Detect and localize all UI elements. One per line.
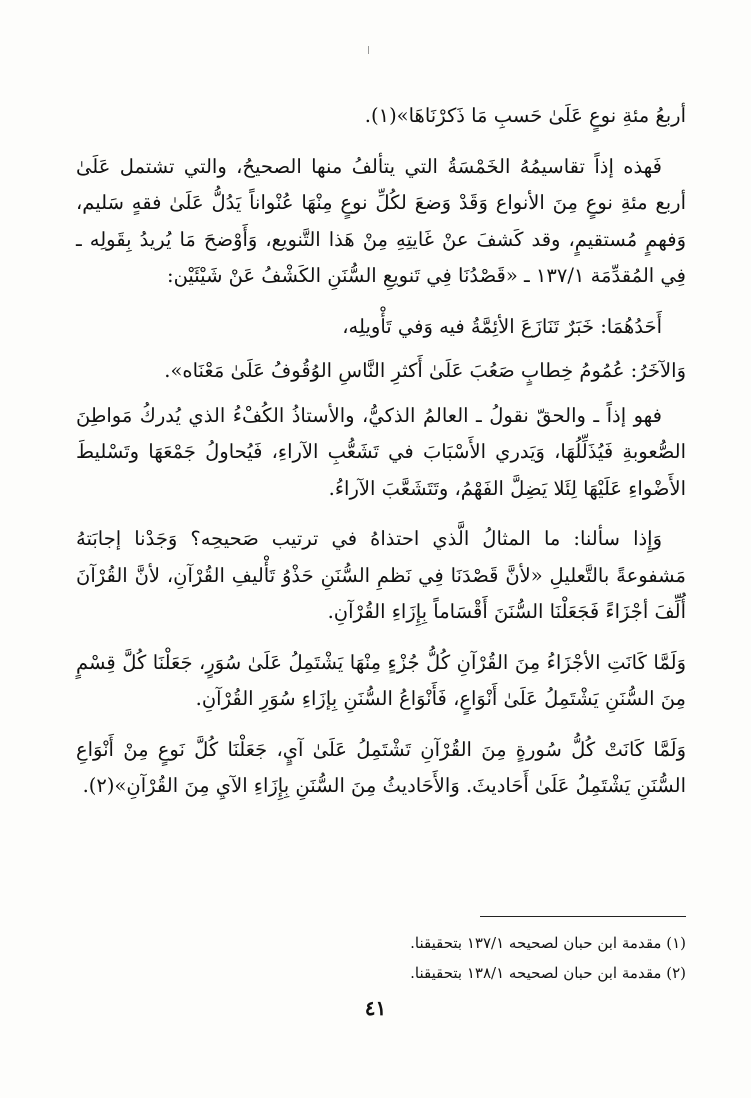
footnotes xyxy=(76,928,686,988)
scan-mark xyxy=(368,46,369,54)
paragraph-3: أَحَدُهُمَا: خَبَرٌ تَنَازَعَ الأئِمَّةُ فيه وَفي تَأْويلِه، xyxy=(342,314,662,338)
paragraph-8: وَلَمَّا كَانَتْ كُلُّ سُورةٍ مِنَ القُرْآنِ تَشْتَمِلُ عَلَىٰ آيٍ، جَعَلْنَا كُلَّ نَوعٍ مِنْ أَنْوَاعِ السُّنَنِ يَشْتَمِلُ عَلَىٰ أَحَاديثَ. وَالأَحَاديثُ مِنَ السُّنَنِ بِإِزَاءِ الآيِ مِنَ القُرْآنِ»(٢). xyxy=(76,737,686,797)
paragraph-4: وَالآخَرُ: عُمُومُ خِطابٍ صَعُبَ عَلَىٰ أَكثرِ النَّاسِ الوُقُوفُ عَلَىٰ مَعْنَاه». xyxy=(164,359,686,382)
paragraph-5: فهو إذاً ـ والحقّ نقولُ ـ العالمُ الذكيُّ، والأستاذُ الكُفْءُ الذي يُدركُ مَواطِنَ الصُّعوبةِ فَيُذَلِّلُهَا، وَيَدري الأَسْبَابَ في تَشَعُّبِ الآراءِ، فَيُحاولُ جَمْعَهَا وتَسْليطَ الأَضْواءِ عَلَيْهَا لِئَلا يَضِلَّ الفَهْمُ، وتَتَشَعَّبَ الآراءُ. xyxy=(76,403,686,500)
page-number: ٤١ xyxy=(364,996,387,1020)
paragraph-7: وَلَمَّا كَانَتِ الأجْزَاءُ مِنَ القُرْآنِ كُلُّ جُزْءٍ مِنْهَا يَشْتَمِلُ عَلَىٰ سُوَرٍ، جَعَلْنَا كُلَّ قِسْمٍ مِنَ السُّنَنِ يَشْتَمِلُ عَلَىٰ أَنْوَاعٍ، فَأَنْوَاعُ السُّنَنِ بِإزَاءِ سُوَرِ القُرْآنِ. xyxy=(76,650,686,710)
footnote-1: (١) مقدمة ابن حبان لصحيحه ١٣٧/١ بتحقيقنا. xyxy=(410,934,686,952)
footnote-divider xyxy=(480,916,686,917)
main-text xyxy=(76,98,686,819)
paragraph-6: وَإِذا سألنا: ما المثالُ الَّذي احتذاهُ في ترتيب صَحيحِه؟ وَجَدْنا إجابَتهُ مَشفوعةً بالتَّعليلِ «لأنَّ قَصْدَنَا فِي نَظمِ السُّنَنِ حَذْوُ تَأْليفِ القُرْآنِ، لأنَّ القُرْآنَ أُلِّفَ أجْزَاءً فَجَعَلْنَا السُّنَنَ أَقْسَاماً بِإِزَاءِ القُرْآنِ. xyxy=(76,527,686,623)
paragraph-2: فَهذه إذاً تقاسيمُهُ الخَمْسَةُ التي يتألفُ منها الصحيحُ، والتي تشتمل عَلَىٰ أربع مئةِ نوعٍ مِنَ الأنواع وَقَدْ وَضعَ لكُلِّ نوعٍ مِنْهَا عُنْواناً يَدُلُّ عَلَىٰ فقهٍ سَليم، وَفهمٍ مُستقيمٍ، وقد كَشفَ عنْ غَايتِهِ مِنْ هَذا التَّنويع، وَأَوْضحَ مَا يُريدُ بِقَولِه ـ فِي المُقدِّمَة ١٣٧/١ ـ «قَصْدُنَا فِي تَنويعِ السُّنَنِ الكَشْفُ عَنْ شَيْئَيْن: xyxy=(76,154,686,287)
footnote-2: (٢) مقدمة ابن حبان لصحيحه ١٣٨/١ بتحقيقنا. xyxy=(410,964,686,982)
paragraph-1: أربعُ مئةِ نوعٍ عَلَىٰ حَسبِ مَا ذَكرْنَاهَا»(١). xyxy=(364,104,686,127)
